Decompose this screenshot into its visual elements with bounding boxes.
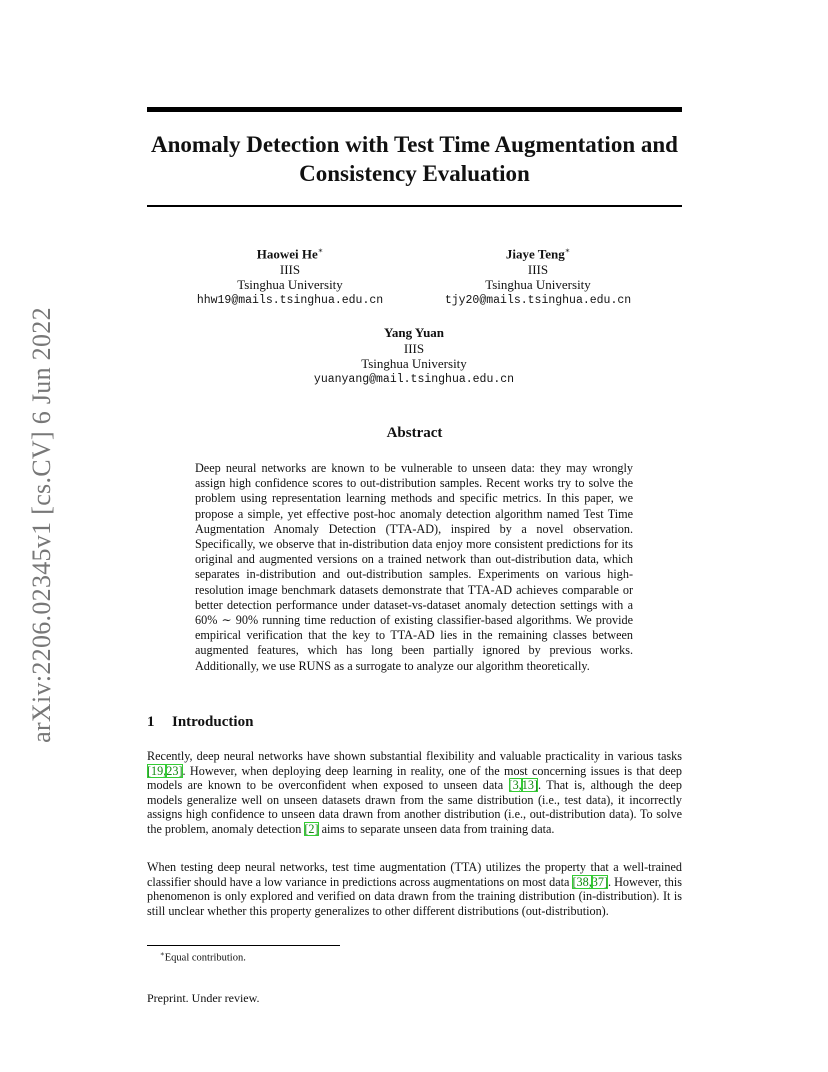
author-affiliation: Tsinghua University [485, 277, 591, 293]
range-low: 60% [195, 613, 218, 628]
author-affiliation: Tsinghua University [361, 356, 467, 371]
author-block-2 [428, 243, 648, 308]
paragraph-text: . However, when deploying deep learning in reality, one of the most concerning issues is that deep models are known to be overconfident when exposed to unseen data [147, 763, 682, 793]
intro-paragraph-1 [147, 749, 682, 837]
citation-link[interactable]: 23] [166, 763, 183, 778]
section-heading [147, 714, 547, 731]
paragraph-text: Recently, deep neural networks have shown substantial flexibility and valuable practicality in various tasks [147, 749, 682, 763]
abstract-text-part-1: Deep neural networks are known to be vulnerable to unseen data: they may wrongly assign high confidence scores to out-distribution samples. Recent works try to solve the problem using representation learning methods and specific metrics. In this paper, we propose a simple, yet effective post-hoc anomaly detection algorithm named Test Time Augmentation Anomaly Detection (TTA-AD), inspired by a novel observation. Specifically, we observe that in-distribution data enjoy more consistent predictions for its original and augmented versions on a trained network than out-distribution data, which separates in-distribution and out-distribution samples. Experiments on various high-resolution image benchmark datasets demonstrate that TTA-AD achieves comparable or better detection performance under dataset-vs-dataset anomaly detection settings with a [195, 461, 633, 612]
paragraph-text: aims to separate unseen data from training data. [318, 821, 555, 836]
abstract-text-part-2: running time reduction of existing classifier-based algorithms. We provide empirical verification that the key to TTA-AD lies in the remaining classes between augmented features, which has long been partially ignored by previous works. Additionally, we use RUNS as a surrogate to analyze our algorithm theoretically. [195, 613, 633, 673]
equal-contribution-mark: ∗ [564, 246, 571, 255]
author-email[interactable]: hhw19@mails.tsinghua.edu.cn [196, 293, 384, 307]
author-name: Jiaye Teng [505, 246, 565, 262]
title-top-rule [147, 107, 682, 112]
range-symbol: ∼ [217, 613, 236, 628]
section-number: 1 [147, 714, 155, 730]
paragraph-text: When testing deep neural networks, test time augmentation (TTA) utilizes the property that a well-trained classifier should have a low variance in predictions across augmentations on most data [147, 860, 682, 889]
author-affiliation: Tsinghua University [237, 277, 343, 293]
paper-title: Anomaly Detection with Test Time Augmentation and Consistency Evaluation [151, 132, 678, 186]
footnote-mark: ∗ [160, 950, 165, 958]
author-dept: IIIS [279, 261, 301, 277]
citation-link[interactable]: [19, [147, 763, 167, 778]
citation-link[interactable]: [2] [304, 821, 319, 836]
citation-link[interactable]: [3, [508, 778, 522, 793]
intro-paragraph-2 [147, 860, 682, 918]
author-dept: IIIS [527, 261, 549, 277]
citation-link[interactable]: [38, [572, 874, 592, 889]
author-name: Yang Yuan [383, 325, 445, 340]
citation-link[interactable]: 13] [521, 778, 538, 793]
paragraph-text: . However, this phenomenon is only explored and verified on data drawn from the training distribution (in-distribution). It is still unclear whether this property generalizes to other different distributions (out-distribution). [147, 874, 682, 918]
preprint-footer: Preprint. Under review. [147, 991, 260, 1005]
section-title: Introduction [172, 714, 254, 730]
arxiv-stamp: arXiv:2206.02345v1 [cs.CV] 6 Jun 2022 [27, 307, 56, 743]
citation-link[interactable]: 37] [591, 874, 608, 889]
author-email[interactable]: tjy20@mails.tsinghua.edu.cn [444, 293, 632, 307]
range-high: 90% [235, 613, 259, 628]
title-bottom-rule [147, 205, 682, 207]
abstract-heading: Abstract [386, 425, 443, 441]
footnote-text: Equal contribution. [164, 952, 246, 964]
paragraph-text: . That is, although the deep models generalize well on unseen datasets drawn from the same distribution (i.e., test data), it incorrectly assigns high confidence to unseen data drawn from another distribution (i.e., out-distribution data). To solve the problem, anomaly detection [147, 778, 682, 836]
author-block-1 [180, 243, 400, 308]
footnote-rule [147, 945, 340, 946]
footnote [160, 950, 460, 964]
abstract-body [195, 461, 633, 674]
author-dept: IIIS [403, 340, 425, 356]
author-name: Haowei He [256, 246, 318, 262]
author-email[interactable]: yuanyang@mail.tsinghua.edu.cn [313, 372, 515, 386]
author-block-3 [304, 325, 524, 387]
equal-contribution-mark: ∗ [317, 246, 324, 255]
